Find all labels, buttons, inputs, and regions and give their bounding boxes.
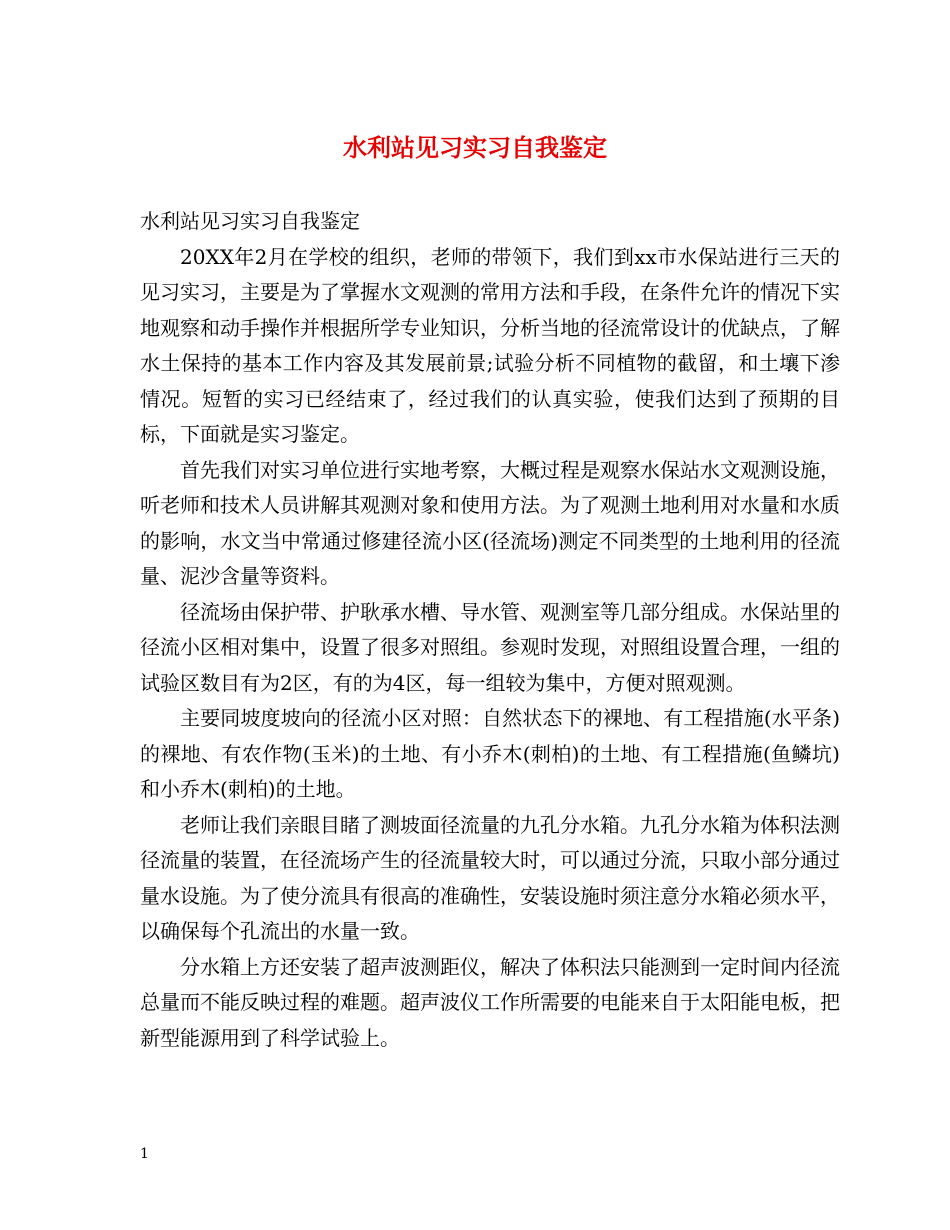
document-title: 水利站见习实习自我鉴定 <box>343 134 607 162</box>
document-body <box>140 204 840 1056</box>
paragraph-ultrasonic: 分水箱上方还安装了超声波测距仪，解决了体积法只能测到一定时间内径流总量而不能反映过程的难题。超声波仪工作所需要的电能来自于太阳能电板，把新型能源用到了科学试验上。 <box>140 954 840 1050</box>
paragraph-site-survey: 首先我们对实习单位进行实地考察，大概过程是观察水保站水文观测设施，听老师和技术人员讲解其观测对象和使用方法。为了观测土地利用对水量和水质的影响，水文当中常通过修建径流小区(径流场)测定不同类型的土地利用的径流量、泥沙含量等资料。 <box>140 457 840 588</box>
paragraph-intro: 20XX年2月在学校的组织，老师的带领下，我们到xx市水保站进行三天的见习实习，主要是为了掌握水文观测的常用方法和手段，在条件允许的情况下实地观察和动手操作并根据所学专业知识，分析当地的径流常设计的优缺点，了解水土保持的基本工作内容及其发展前景;试验分析不同植物的截留，和土壤下渗情况。短暂的实习已经结束了，经过我们的认真实验，使我们达到了预期的目标，下面就是实习鉴定。 <box>140 244 840 446</box>
paragraph-plot-comparison: 主要同坡度坡向的径流小区对照：自然状态下的裸地、有工程措施(水平条)的裸地、有农作物(玉米)的土地、有小乔木(刺柏)的土地、有工程措施(鱼鳞坑)和小乔木(刺柏)的土地。 <box>140 706 840 801</box>
paragraph-heading: 水利站见习实习自我鉴定 <box>140 209 360 233</box>
paragraph-nine-hole-box: 老师让我们亲眼目睹了测坡面径流量的九孔分水箱。九孔分水箱为体积法测径流量的装置，在径流场产生的径流量较大时，可以通过分流，只取小部分通过量水设施。为了使分流具有很高的准确性，安装设施时须注意分水箱必须水平，以确保每个孔流出的水量一致。 <box>140 812 840 943</box>
paragraph-runoff-field: 径流场由保护带、护耿承水槽、导水管、观测室等几部分组成。水保站里的径流小区相对集中，设置了很多对照组。参观时发现，对照组设置合理，一组的试验区数目有为2区，有的为4区，每一组较为集中，方便对照观测。 <box>140 599 840 695</box>
page-number: 1 <box>140 1146 149 1162</box>
